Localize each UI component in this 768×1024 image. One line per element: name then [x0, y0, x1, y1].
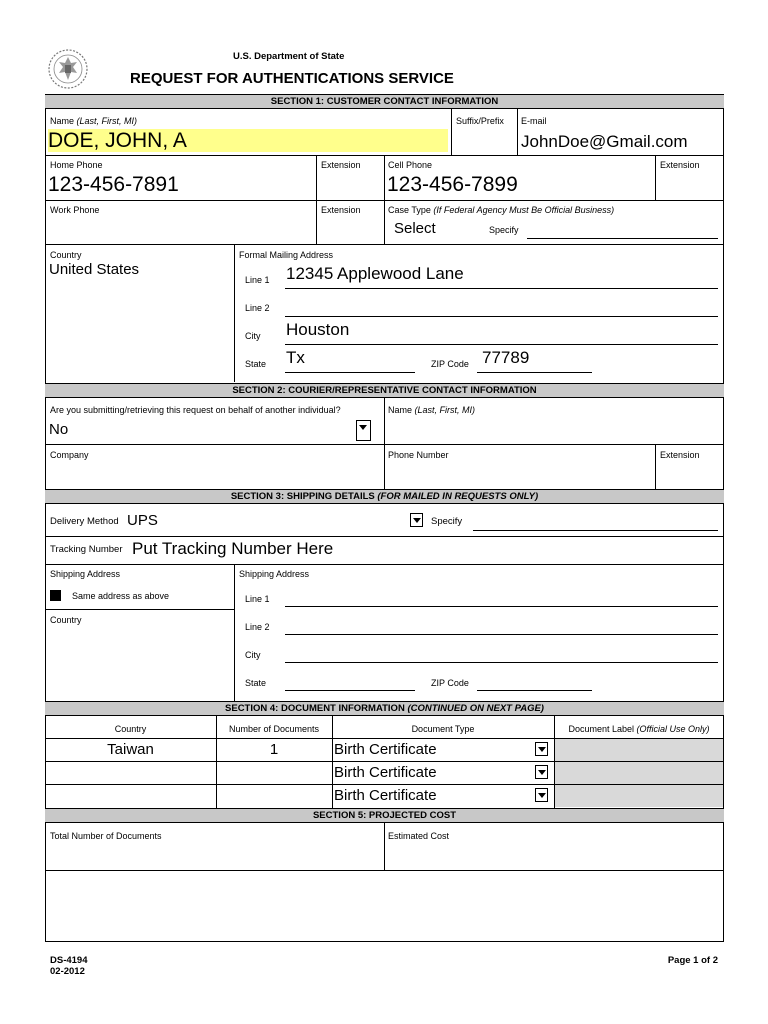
delivery-dropdown-button[interactable]	[410, 513, 423, 527]
divider	[554, 716, 555, 808]
divider	[316, 200, 317, 244]
state-field	[285, 372, 415, 373]
shipping-address-label-2: Shipping Address	[239, 569, 310, 579]
shipping-country-label: Country	[50, 615, 82, 625]
line2-field[interactable]	[285, 316, 718, 317]
doc-type-dropdown-button[interactable]	[535, 788, 548, 802]
divider	[332, 716, 333, 808]
same-address-label: Same address as above	[72, 591, 170, 601]
case-specify-field[interactable]	[527, 238, 718, 239]
city-field	[285, 344, 718, 345]
ship-zip-label: ZIP Code	[431, 678, 469, 688]
ship-line2-field[interactable]	[285, 634, 718, 635]
cell-extension-label: Extension	[660, 160, 700, 170]
ship-line1-field[interactable]	[285, 606, 718, 607]
home-phone-label: Home Phone	[50, 160, 103, 170]
divider	[45, 244, 724, 245]
line1-label: Line 1	[245, 275, 270, 285]
home-phone-value[interactable]: 123-456-7891	[48, 173, 179, 196]
city-value[interactable]: Houston	[286, 320, 350, 339]
estimated-cost-label: Estimated Cost	[388, 831, 450, 841]
cell-phone-label: Cell Phone	[388, 160, 433, 170]
tracking-label: Tracking Number	[50, 544, 123, 555]
line1-field	[285, 288, 718, 289]
doc-label-cell	[555, 762, 723, 784]
divider	[45, 200, 724, 201]
page-number: Page 1 of 2	[667, 955, 718, 966]
divider	[451, 109, 452, 155]
col-number-header: Number of Documents	[228, 724, 320, 734]
divider	[45, 536, 724, 537]
ship-state-label: State	[245, 678, 267, 688]
section1-header: SECTION 1: CUSTOMER CONTACT INFORMATION	[45, 94, 724, 109]
zip-label: ZIP Code	[431, 359, 469, 369]
department-seal-icon	[47, 48, 89, 90]
section3-header: SECTION 3: SHIPPING DETAILS (FOR MAILED IN REQUESTS ONLY)	[45, 489, 724, 504]
email-label: E-mail	[521, 116, 547, 126]
ship-city-label: City	[245, 650, 261, 660]
case-type-label: Case Type (If Federal Agency Must Be Official Business)	[388, 205, 615, 215]
section4-header: SECTION 4: DOCUMENT INFORMATION (CONTINUED ON NEXT PAGE)	[45, 701, 724, 716]
behalf-label: Are you submitting/retrieving this request on behalf of another individual?	[50, 405, 341, 415]
col-type-header: Document Type	[411, 724, 475, 734]
delivery-specify-label: Specify	[431, 516, 463, 527]
line2-label: Line 2	[245, 303, 270, 313]
case-specify-label: Specify	[489, 225, 519, 235]
ship-zip-field[interactable]	[477, 690, 592, 691]
shipping-address-label: Shipping Address	[50, 569, 121, 579]
cell-phone-value[interactable]: 123-456-7899	[387, 173, 518, 196]
suffix-label: Suffix/Prefix	[456, 116, 504, 126]
col-label-header: Document Label (Official Use Only)	[568, 724, 710, 734]
total-documents-label: Total Number of Documents	[50, 831, 162, 841]
email-value[interactable]: JohnDoe@Gmail.com	[521, 132, 688, 151]
divider	[45, 444, 724, 445]
form-title: REQUEST FOR AUTHENTICATIONS SERVICE	[130, 70, 454, 87]
behalf-dropdown-button[interactable]	[356, 420, 371, 441]
courier-extension-label: Extension	[660, 450, 700, 460]
state-label: State	[245, 359, 267, 369]
section2-header: SECTION 2: COURIER/REPRESENTATIVE CONTACT INFORMATION	[45, 383, 724, 398]
courier-phone-label: Phone Number	[388, 450, 449, 460]
form-date: 02-2012	[50, 966, 85, 977]
home-extension-label: Extension	[321, 160, 361, 170]
divider	[234, 564, 235, 701]
doc-type-value[interactable]: Birth Certificate	[334, 741, 437, 758]
tracking-value[interactable]: Put Tracking Number Here	[132, 539, 334, 558]
divider	[45, 564, 724, 565]
ship-line2-label: Line 2	[245, 622, 270, 632]
delivery-method-label: Delivery Method	[50, 516, 119, 527]
divider	[45, 761, 724, 762]
mailing-address-label: Formal Mailing Address	[239, 250, 334, 260]
zip-value[interactable]: 77789	[482, 348, 530, 367]
divider	[45, 870, 724, 871]
doc-country-value[interactable]: Taiwan	[107, 741, 154, 758]
zip-field	[477, 372, 592, 373]
col-country-header: Country	[114, 724, 147, 734]
doc-type-dropdown-button[interactable]	[535, 742, 548, 756]
section5-header: SECTION 5: PROJECTED COST	[45, 808, 724, 823]
line1-value[interactable]: 12345 Applewood Lane	[286, 264, 464, 283]
divider	[234, 244, 235, 382]
divider	[655, 444, 656, 489]
work-phone-label: Work Phone	[50, 205, 100, 215]
divider	[316, 155, 317, 200]
same-address-checkbox[interactable]	[50, 590, 61, 601]
ship-line1-label: Line 1	[245, 594, 270, 604]
country-value[interactable]: United States	[49, 261, 140, 278]
state-value[interactable]: Tx	[286, 348, 305, 367]
case-type-select[interactable]: Select	[394, 220, 436, 237]
delivery-specify-field[interactable]	[473, 530, 718, 531]
name-value: DOE, JOHN, A	[48, 129, 187, 152]
form-number: DS-4194	[50, 955, 88, 966]
doc-number-value[interactable]: 1	[269, 741, 279, 758]
doc-type-dropdown-button[interactable]	[535, 765, 548, 779]
doc-type-value[interactable]: Birth Certificate	[334, 764, 437, 781]
company-label: Company	[50, 450, 89, 460]
divider	[45, 784, 724, 785]
delivery-method-value[interactable]: UPS	[127, 512, 158, 529]
divider	[384, 823, 385, 870]
doc-type-value[interactable]: Birth Certificate	[334, 787, 437, 804]
ship-city-field[interactable]	[285, 662, 718, 663]
work-extension-label: Extension	[321, 205, 361, 215]
divider	[216, 716, 217, 808]
department-name: U.S. Department of State	[233, 51, 345, 62]
doc-label-cell	[555, 739, 723, 761]
behalf-value[interactable]: No	[49, 421, 69, 438]
name-label: Name (Last, First, MI)	[50, 116, 138, 126]
country-label: Country	[50, 250, 82, 260]
divider	[45, 609, 235, 610]
divider	[655, 155, 656, 200]
ship-state-field[interactable]	[285, 690, 415, 691]
courier-name-label: Name (Last, First, MI)	[388, 405, 476, 415]
doc-label-cell	[555, 785, 723, 807]
divider	[517, 109, 518, 155]
city-label: City	[245, 331, 261, 341]
